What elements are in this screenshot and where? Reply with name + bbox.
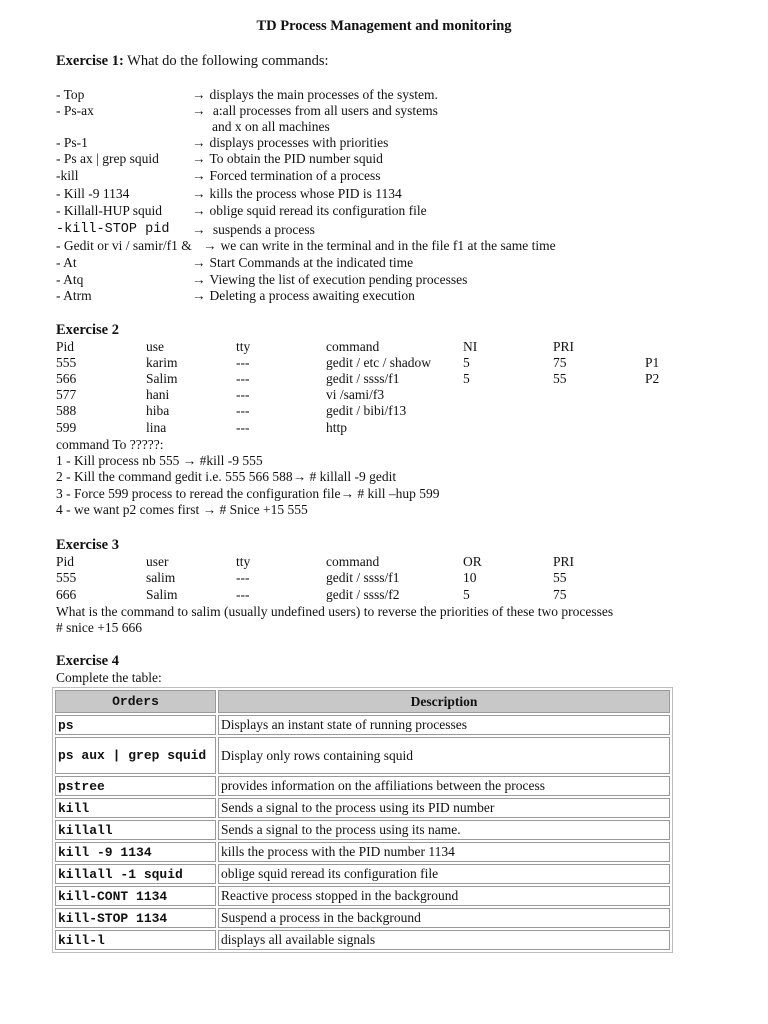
table-header-row — [55, 690, 670, 713]
order-cell: kill-STOP 1134 — [55, 908, 216, 928]
table-cell: --- — [236, 587, 250, 602]
table-cell: gedit / ssss/f2 — [326, 587, 400, 602]
table-cell: --- — [236, 570, 250, 585]
arrow-icon: → — [192, 288, 206, 303]
table-row — [55, 715, 670, 735]
table-cell: 55 — [553, 570, 567, 585]
exercise-2-heading: Exercise 2 — [56, 322, 119, 338]
arrow-icon: → — [192, 87, 206, 102]
table-header-cell: user — [146, 554, 169, 569]
description-cell: oblige squid reread its configuration file — [218, 864, 670, 884]
arrow-icon: → — [192, 222, 206, 237]
command-text: -kill — [56, 168, 79, 183]
command-text: - Top — [56, 87, 85, 102]
page-title: TD Process Management and monitoring — [256, 18, 512, 34]
description-cell: Display only rows containing squid — [218, 737, 670, 774]
table-cell: 10 — [463, 570, 477, 585]
command-description — [192, 168, 380, 184]
command-text: - Ps-ax — [56, 103, 94, 118]
table-row — [55, 820, 670, 840]
exercise-4-prompt: Complete the table: — [56, 670, 162, 685]
description-cell: Sends a signal to the process using its name. — [218, 820, 670, 840]
table-cell: 588 — [56, 403, 77, 418]
table-cell: 55 — [553, 371, 567, 386]
description-text: Viewing the list of execution pending processes — [209, 272, 468, 287]
table-header-cell: Pid — [56, 339, 75, 354]
exercise-4-table — [52, 687, 673, 953]
exercise-2-question: command To ?????: — [56, 437, 164, 452]
arrow-icon: → — [192, 135, 206, 150]
table-cell: 555 — [56, 570, 77, 585]
exercise-1-heading — [56, 53, 329, 70]
exercise-3-question: What is the command to salim (usually undefined users) to reverse the priorities of these two processes — [56, 604, 614, 619]
table-header-cell: NI — [463, 339, 478, 354]
description-cell: Displays an instant state of running processes — [218, 715, 670, 735]
command-description — [192, 151, 383, 167]
description-text: we can write in the terminal and in the file f1 at the same time — [220, 238, 556, 253]
table-header-cell: use — [146, 339, 164, 354]
arrow-icon: → — [192, 272, 206, 287]
table-cell: P2 — [645, 371, 660, 386]
table-cell: P1 — [645, 355, 660, 370]
table-header-cell: command — [326, 554, 380, 569]
description-cell: provides information on the affiliations between the process — [218, 776, 670, 796]
table-cell: --- — [236, 371, 250, 386]
arrow-icon: → — [192, 203, 206, 218]
arrow-icon: → — [192, 103, 206, 118]
command-description — [212, 119, 330, 135]
description-text: displays the main processes of the system. — [209, 87, 438, 102]
description-cell: displays all available signals — [218, 930, 670, 950]
description-text: Forced termination of a process — [209, 168, 381, 183]
table-row — [55, 798, 670, 818]
table-cell: salim — [146, 570, 176, 585]
exercise-3-heading: Exercise 3 — [56, 537, 119, 553]
arrow-icon: → — [192, 151, 206, 166]
table-header-cell: PRI — [553, 554, 575, 569]
table-cell: 5 — [463, 371, 470, 386]
command-description — [192, 135, 388, 151]
command-description — [192, 103, 438, 119]
description-text: and x on all machines — [212, 119, 330, 134]
command-text: - Ps-1 — [56, 135, 88, 150]
table-row — [55, 908, 670, 928]
table-row — [55, 842, 670, 862]
command-description — [192, 288, 415, 304]
table-cell: 5 — [463, 355, 470, 370]
table-row — [55, 737, 670, 774]
answer-line: 4 - we want p2 comes first → # Snice +15 555 — [56, 502, 308, 517]
table-row — [55, 776, 670, 796]
exercise-1-prompt: What do the following commands: — [123, 53, 329, 69]
command-text: - Atq — [56, 272, 84, 287]
table-header-cell: command — [326, 339, 380, 354]
command-text: - Killall-HUP squid — [56, 203, 162, 218]
order-cell: killall -1 squid — [55, 864, 216, 884]
command-text: - Atrm — [56, 288, 92, 303]
table-cell: hiba — [146, 403, 170, 418]
table-cell: --- — [236, 403, 250, 418]
command-text: - Gedit or vi / samir/f1 & — [56, 238, 192, 253]
exercise-3-answer: # snice +15 666 — [56, 620, 142, 635]
table-row — [55, 864, 670, 884]
table-cell: --- — [236, 355, 250, 370]
table-cell: 566 — [56, 371, 77, 386]
table-cell: gedit / ssss/f1 — [326, 371, 400, 386]
table-cell: 5 — [463, 587, 470, 602]
table-cell: Salim — [146, 587, 178, 602]
table-row — [55, 930, 670, 950]
order-cell: kill -9 1134 — [55, 842, 216, 862]
command-description — [192, 186, 402, 202]
order-cell: kill-CONT 1134 — [55, 886, 216, 906]
table-header-cell: OR — [463, 554, 482, 569]
command-description — [192, 272, 467, 288]
description-cell: Reactive process stopped in the background — [218, 886, 670, 906]
description-text: oblige squid reread its configuration file — [209, 203, 427, 218]
table-cell: 666 — [56, 587, 77, 602]
table-cell: --- — [236, 387, 250, 402]
command-text: - Kill -9 1134 — [56, 186, 130, 201]
table-cell: 555 — [56, 355, 77, 370]
arrow-icon: → — [203, 238, 217, 253]
description-cell: Sends a signal to the process using its PID number — [218, 798, 670, 818]
table-cell: gedit / ssss/f1 — [326, 570, 400, 585]
table-cell: 599 — [56, 420, 77, 435]
command-description — [192, 255, 413, 271]
command-description — [192, 222, 315, 238]
table-cell: 577 — [56, 387, 77, 402]
description-text: Deleting a process awaiting execution — [209, 288, 415, 303]
arrow-icon: → — [192, 168, 206, 183]
description-column-header: Description — [218, 690, 670, 713]
table-cell: gedit / etc / shadow — [326, 355, 431, 370]
table-cell: 75 — [553, 355, 567, 370]
table-header-cell: PRI — [553, 339, 575, 354]
table-cell: vi /sami/f3 — [326, 387, 385, 402]
answer-line: 1 - Kill process nb 555 → #kill -9 555 — [56, 453, 263, 468]
order-cell: killall — [55, 820, 216, 840]
command-text: -kill-STOP pid — [56, 222, 170, 237]
table-cell: karim — [146, 355, 178, 370]
table-cell: --- — [236, 420, 250, 435]
command-description — [203, 238, 556, 254]
description-cell: Suspend a process in the background — [218, 908, 670, 928]
command-description — [192, 203, 427, 219]
description-cell: kills the process with the PID number 1134 — [218, 842, 670, 862]
description-text: Start Commands at the indicated time — [209, 255, 414, 270]
command-text: - At — [56, 255, 77, 270]
description-text: a:all processes from all users and systems — [209, 103, 438, 118]
order-cell: ps aux | grep squid — [55, 737, 216, 774]
command-description — [192, 87, 438, 103]
table-row — [55, 886, 670, 906]
table-cell: http — [326, 420, 348, 435]
order-cell: ps — [55, 715, 216, 735]
order-cell: kill-l — [55, 930, 216, 950]
order-cell: pstree — [55, 776, 216, 796]
table-header-cell: tty — [236, 554, 251, 569]
order-cell: kill — [55, 798, 216, 818]
table-cell: Salim — [146, 371, 178, 386]
description-text: displays processes with priorities — [209, 135, 389, 150]
description-text: To obtain the PID number squid — [209, 151, 383, 166]
table-header-cell: Pid — [56, 554, 75, 569]
answer-line: 2 - Kill the command gedit i.e. 555 566 588→ # killall -9 gedit — [56, 469, 397, 484]
table-header-cell: tty — [236, 339, 251, 354]
command-text: - Ps ax | grep squid — [56, 151, 159, 166]
arrow-icon: → — [192, 186, 206, 201]
exercise-1-label: Exercise 1: — [56, 53, 124, 69]
table-cell: hani — [146, 387, 170, 402]
answer-line: 3 - Force 599 process to reread the configuration file→ # kill –hup 599 — [56, 486, 440, 501]
table-cell: 75 — [553, 587, 567, 602]
orders-column-header: Orders — [55, 690, 216, 713]
table-cell: lina — [146, 420, 167, 435]
description-text: kills the process whose PID is 1134 — [209, 186, 402, 201]
arrow-icon: → — [192, 255, 206, 270]
table-cell: gedit / bibi/f13 — [326, 403, 407, 418]
exercise-4-heading: Exercise 4 — [56, 653, 119, 669]
description-text: suspends a process — [209, 222, 315, 237]
